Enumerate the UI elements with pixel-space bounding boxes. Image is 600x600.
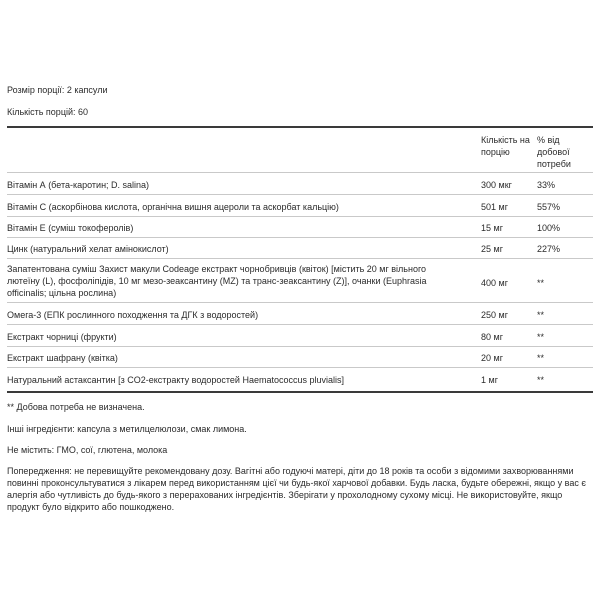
nutrient-name: Натуральний астаксантин [з CO2-екстракту водоростей Haematococcus pluvialis] <box>7 375 344 385</box>
nutrient-amount: 25 мг <box>481 244 503 254</box>
row-divider <box>7 237 593 238</box>
serving-info <box>7 84 107 128</box>
bottom-divider <box>7 391 593 393</box>
nutrient-daily-value: ** <box>537 310 545 320</box>
column-header-amount: Кількість на порцію <box>481 135 530 157</box>
nutrient-amount: 501 мг <box>481 202 508 212</box>
nutrient-name: Цинк (натуральний хелат амінокислот) <box>7 244 169 254</box>
nutrient-amount: 80 мг <box>481 332 503 342</box>
nutrient-daily-value: ** <box>537 332 545 342</box>
nutrient-name: Вітамін С (аскорбінова кислота, органічна вишня ацероли та аскорбат кальцію) <box>7 202 339 212</box>
nutrient-daily-value: ** <box>537 375 545 385</box>
nutrient-daily-value: 557% <box>537 202 561 212</box>
nutrient-name: Омега-3 (ЕПК рослинного походження та ДГК з водоростей) <box>7 310 259 320</box>
row-divider <box>7 258 593 259</box>
nutrient-amount: 1 мг <box>481 375 498 385</box>
nutrient-amount: 250 мг <box>481 310 508 320</box>
column-header-daily-value: % від добової потреби <box>537 135 571 169</box>
nutrient-name: Вітамін Е (суміш токоферолів) <box>7 223 134 233</box>
nutrient-daily-value: ** <box>537 278 545 288</box>
nutrient-daily-value: 227% <box>537 244 561 254</box>
nutrient-name: Запатентована суміш Захист макули Codeage екстракт чорнобривців (квіток) [містить 20 мг вільного лютеїну (L), фосфоліпідів, 10 мг мезо-зеаксантину (MZ) та транс-зеаксантину (Z)], очанки (Euphrasia officinalis; цільна рослина) <box>7 264 427 298</box>
nutrient-amount: 15 мг <box>481 223 503 233</box>
free-of: Не містить: ГМО, сої, глютена, молока <box>7 445 168 455</box>
serving-size: Розмір порції: 2 капсули <box>7 85 108 95</box>
header-divider <box>7 172 593 173</box>
servings-per-container: Кількість порцій: 60 <box>7 107 89 117</box>
row-divider <box>7 324 593 325</box>
nutrient-daily-value: 33% <box>537 180 556 190</box>
nutrient-name: Екстракт шафрану (квітка) <box>7 353 118 363</box>
warning-text: Попередження: не перевищуйте рекомендовану дозу. Вагітні або годуючі матері, діти до 18 років та особи з відомими захворюваннями повинні проконсультуватися з лікарем перед використанням цієї чи будь-якої харчової добавки. Будь ласка, будьте обережні, якщо у вас є алергія або чутливість до будь-якого з перерахованих інгредієнтів. Зберігати у прохолодному сухому місці. Не використовуйте, якщо продукт було відкрито або пошкоджено. <box>7 466 586 512</box>
nutrient-name: Вітамін А (бета-каротин; D. salina) <box>7 180 150 190</box>
row-divider <box>7 302 593 303</box>
row-divider <box>7 346 593 347</box>
row-divider <box>7 216 593 217</box>
nutrient-amount: 300 мкг <box>481 180 512 190</box>
nutrient-daily-value: 100% <box>537 223 561 233</box>
nutrient-name: Екстракт чорниці (фрукти) <box>7 332 117 342</box>
row-divider <box>7 194 593 195</box>
footnote: ** Добова потреба не визначена. <box>7 402 145 412</box>
nutrient-daily-value: ** <box>537 353 545 363</box>
nutrient-amount: 20 мг <box>481 353 503 363</box>
other-ingredients: Інші інгредієнти: капсула з метилцелюлози, смак лимона. <box>7 424 247 434</box>
nutrient-amount: 400 мг <box>481 278 508 288</box>
row-divider <box>7 367 593 368</box>
top-divider <box>7 126 593 128</box>
